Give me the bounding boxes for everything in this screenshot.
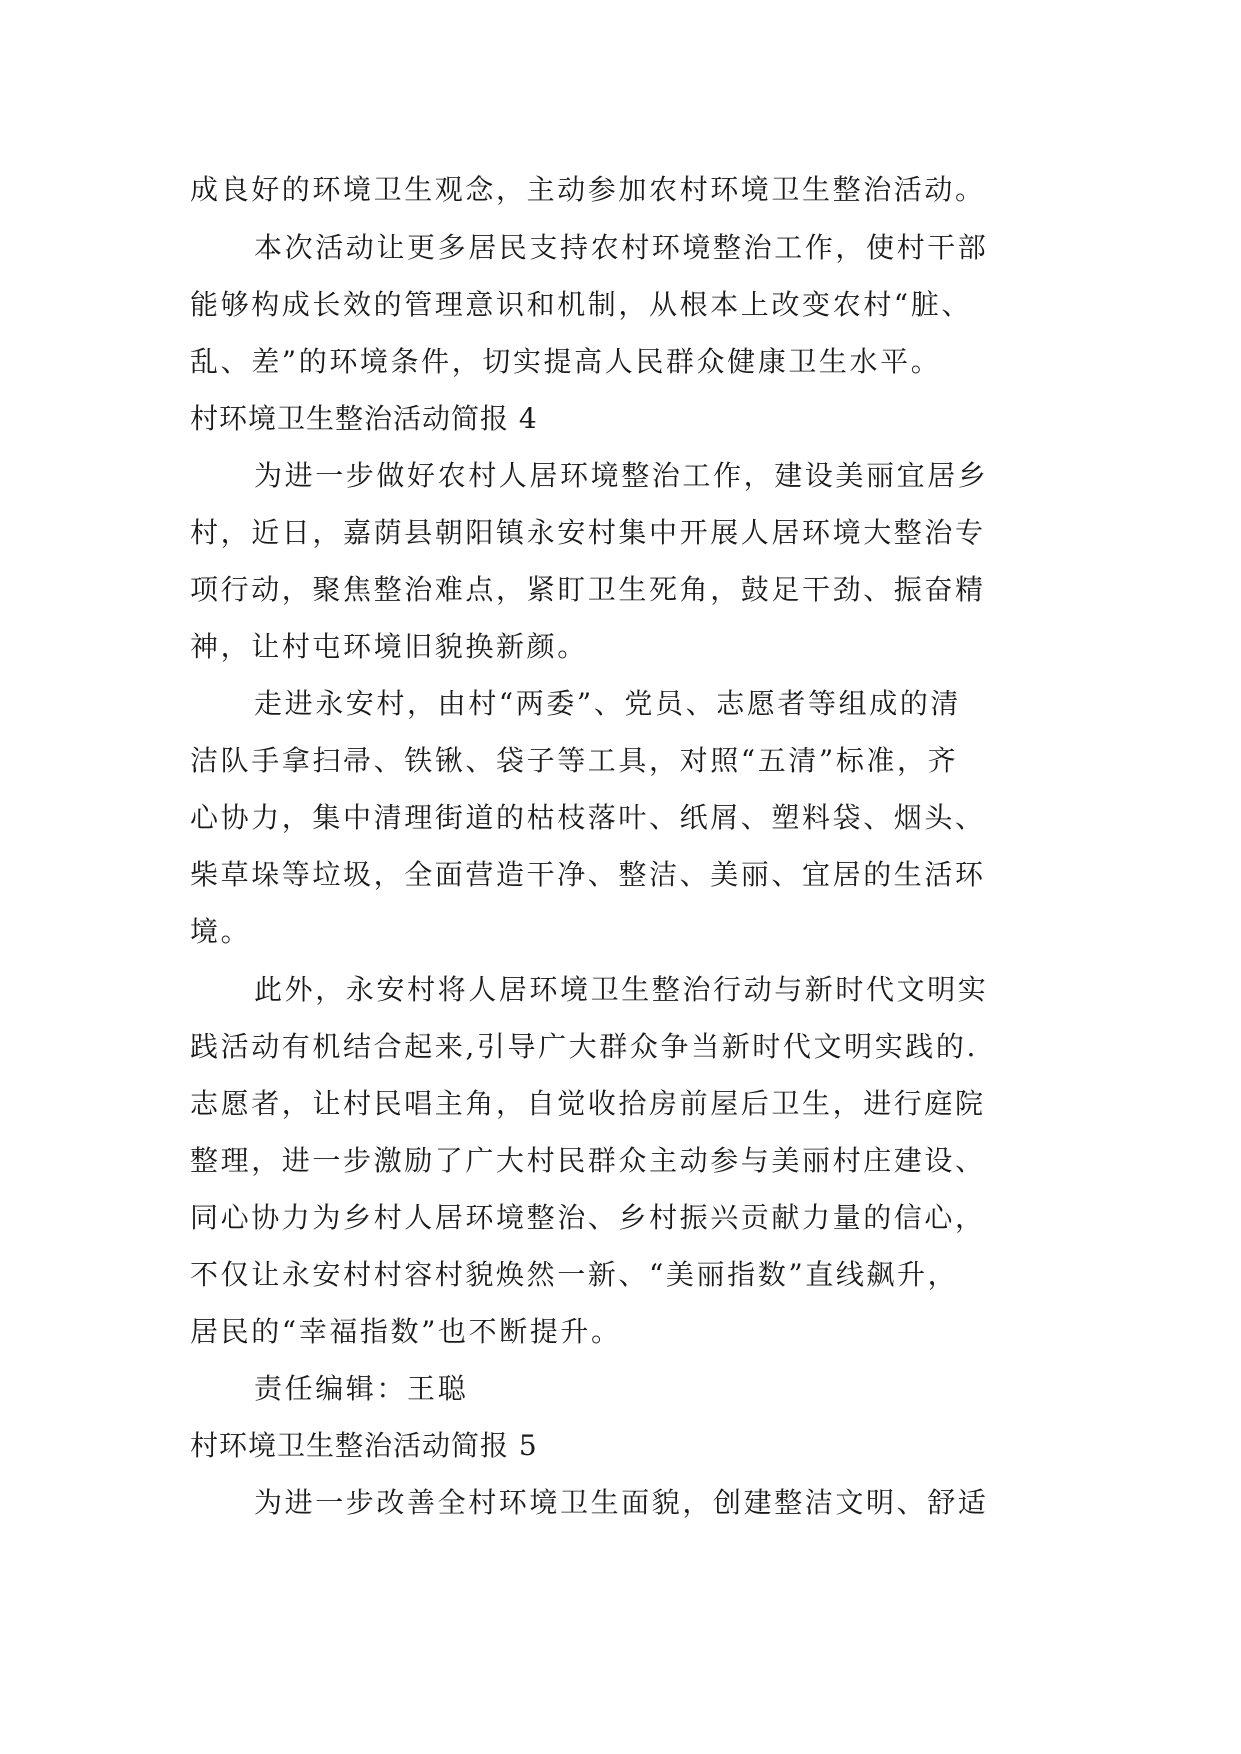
section-heading: 村环境卫生整治活动简报 4 bbox=[190, 402, 538, 435]
body-line: 能够构成长效的管理意识和机制，从根本上改变农村“脏、 bbox=[190, 288, 972, 321]
body-line: 神，让村屯环境旧貌换新颜。 bbox=[190, 630, 588, 663]
paragraph-first-line: 为进一步改善全村环境卫生面貌，创建整洁文明、舒适 bbox=[254, 1486, 989, 1519]
paragraph-first-line: 此外，永安村将人居环境卫生整治行动与新时代文明实 bbox=[254, 973, 989, 1006]
paragraph-first-line: 为进一步做好农村人居环境整治工作，建设美丽宜居乡 bbox=[254, 459, 989, 492]
body-line: 心协力，集中清理街道的枯枝落叶、纸屑、塑料袋、烟头、 bbox=[190, 801, 986, 834]
body-line: 志愿者，让村民唱主角，自觉收拾房前屋后卫生，进行庭院 bbox=[190, 1087, 986, 1120]
body-line: 境。 bbox=[190, 915, 252, 948]
body-line: 居民的“幸福指数”也不断提升。 bbox=[190, 1315, 622, 1348]
body-line: 整理，进一步激励了广大村民群众主动参与美丽村庄建设、 bbox=[190, 1144, 986, 1177]
section-heading: 村环境卫生整治活动简报 5 bbox=[190, 1429, 538, 1462]
body-line: 村，近日，嘉荫县朝阳镇永安村集中开展人居环境大整治专 bbox=[190, 516, 986, 549]
body-line: 成良好的环境卫生观念，主动参加农村环境卫生整治活动。 bbox=[190, 173, 986, 206]
body-line: 同心协力为乡村人居环境整治、乡村振兴贡献力量的信心， bbox=[190, 1201, 986, 1234]
body-line: 柴草垛等垃圾，全面营造干净、整洁、美丽、宜居的生活环 bbox=[190, 858, 986, 891]
paragraph-first-line: 走进永安村，由村“两委”、党员、志愿者等组成的清 bbox=[254, 687, 962, 720]
body-line: 洁队手拿扫帚、铁锹、袋子等工具，对照“五清”标准，齐 bbox=[190, 744, 959, 777]
body-line: 不仅让永安村村容村貌焕然一新、“美丽指数”直线飙升， bbox=[190, 1258, 959, 1291]
body-line: 乱、差”的环境条件，切实提高人民群众健康卫生水平。 bbox=[190, 345, 942, 378]
body-line: 践活动有机结合起来,引导广大群众争当新时代文明实践的. bbox=[190, 1030, 979, 1063]
body-line: 项行动，聚焦整治难点，紧盯卫生死角，鼓足干劲、振奋精 bbox=[190, 573, 986, 606]
paragraph-first-line: 本次活动让更多居民支持农村环境整治工作，使村干部 bbox=[254, 231, 989, 264]
editor-credit: 责任编辑：王聪 bbox=[254, 1372, 469, 1405]
